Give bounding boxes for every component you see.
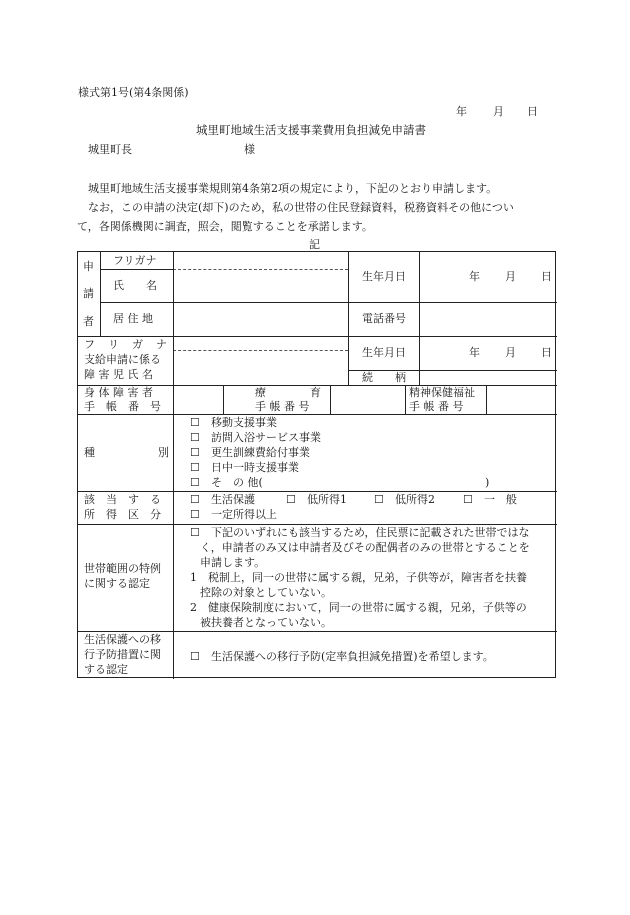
body-paragraph-2a: なお，この申請の決定(却下)のため，私の世帯の住民登録資料，税務資料その他につい xyxy=(88,201,514,214)
type-option-mobility[interactable]: ☐ 移動支援事業 xyxy=(190,416,277,429)
checkbox-icon: ☐ xyxy=(190,526,200,539)
form-number: 様式第1号(第4条関係) xyxy=(78,86,189,99)
physical-handbook-label-2: 手 帳 番 号 xyxy=(84,400,161,413)
ryoiku-handbook-label-1: 療 育 xyxy=(255,386,321,399)
household-line-4: 1 税制上，同一の世帯に属する親，兄弟，子供等が，障害者を扶養 xyxy=(190,571,527,584)
date-month: 月 xyxy=(493,105,504,118)
income-option-low1[interactable]: ☐ 低所得1 xyxy=(286,493,347,506)
child-furigana-label: フ リ ガ ナ xyxy=(84,338,168,351)
mental-handbook-label-1: 精神保健福祉 xyxy=(409,386,475,399)
type-label-b: 別 xyxy=(158,446,169,459)
applicant-birth-month: 月 xyxy=(505,270,516,283)
checkbox-icon: ☐ xyxy=(190,650,200,663)
checkbox-icon: ☐ xyxy=(190,446,200,459)
applicant-group-char-1: 申 xyxy=(83,260,94,273)
applicant-group-char-3: 者 xyxy=(83,315,94,328)
transition-checkbox[interactable]: ☐ 生活保護への移行予防(定率負担減免措置)を希望します。 xyxy=(190,650,494,663)
document-title: 城里町地域生活支援事業費用負担減免申請書 xyxy=(196,123,426,137)
income-label-2: 所 得 区 分 xyxy=(84,508,161,521)
checkbox-icon: ☐ xyxy=(190,461,200,474)
child-label-2: 障 害 児 氏 名 xyxy=(84,368,153,381)
applicant-furigana-label: フリガナ xyxy=(113,254,157,267)
body-paragraph-2b: て，各関係機関に調査，照会，閲覧することを承諾します。 xyxy=(77,220,373,233)
applicant-group-char-2: 請 xyxy=(83,287,94,300)
transition-label-1: 生活保護への移 xyxy=(84,633,161,646)
physical-handbook-label-1: 身 体 障 害 者 xyxy=(84,386,153,399)
checkbox-icon: ☐ xyxy=(190,431,200,444)
income-label-1: 該 当 す る xyxy=(84,493,161,506)
child-label-1: 支給申請に係る xyxy=(84,353,161,366)
application-form-table xyxy=(77,251,556,678)
mental-handbook-label-2: 手 帳 番 号 xyxy=(409,400,464,413)
household-line-7: 被扶養者となっていない。 xyxy=(200,616,332,629)
addressee-honorific: 様 xyxy=(244,143,255,156)
applicant-birth-year: 年 xyxy=(469,270,480,283)
ryoiku-handbook-label-2: 手 帳 番 号 xyxy=(255,400,310,413)
income-option-general[interactable]: ☐ 一 般 xyxy=(463,493,517,506)
applicant-phone-label: 電話番号 xyxy=(362,312,406,325)
income-option-low2[interactable]: ☐ 低所得2 xyxy=(374,493,435,506)
addressee-name: 城里町長 xyxy=(88,143,132,156)
child-birth-year: 年 xyxy=(469,346,480,359)
income-option-high[interactable]: ☐ 一定所得以上 xyxy=(190,508,277,521)
household-line-5: 控除の対象としていない。 xyxy=(200,586,332,599)
child-birth-label: 生年月日 xyxy=(362,346,406,359)
household-line-2: く，申請者のみ又は申請者及びその配偶者のみの世帯とすることを xyxy=(200,541,530,554)
applicant-address-label: 居 住 地 xyxy=(113,312,153,325)
applicant-birth-day: 日 xyxy=(541,270,552,283)
household-line-6: 2 健康保険制度において，同一の世帯に属する親，兄弟，子供等の xyxy=(190,601,527,614)
checkbox-icon: ☐ xyxy=(190,476,200,489)
checkbox-icon: ☐ xyxy=(190,508,200,521)
transition-label-3: する認定 xyxy=(84,663,128,676)
checkbox-icon: ☐ xyxy=(190,493,200,506)
household-label-1: 世帯範囲の特例 xyxy=(84,562,161,575)
body-paragraph-1: 城里町地域生活支援事業規則第4条第2項の規定により，下記のとおり申請します。 xyxy=(88,182,498,195)
child-birth-month: 月 xyxy=(505,346,516,359)
applicant-birth-label: 生年月日 xyxy=(362,270,406,283)
child-birth-day: 日 xyxy=(541,346,552,359)
checkbox-icon: ☐ xyxy=(190,416,200,429)
income-option-welfare[interactable]: ☐ 生活保護 xyxy=(190,493,255,506)
type-other-close-paren: ) xyxy=(485,476,490,489)
date-day: 日 xyxy=(527,105,538,118)
applicant-name-label: 氏 名 xyxy=(113,279,157,292)
household-checkbox[interactable]: ☐ 下記のいずれにも該当するため，住民票に記載された世帯ではな xyxy=(190,526,530,539)
date-year: 年 xyxy=(456,105,467,118)
checkbox-icon: ☐ xyxy=(463,493,473,506)
checkbox-icon: ☐ xyxy=(374,493,384,506)
household-line-3: 申請します。 xyxy=(200,556,266,569)
ki-heading: 記 xyxy=(309,238,320,251)
type-option-daytime[interactable]: ☐ 日中一時支援事業 xyxy=(190,461,299,474)
type-option-other[interactable]: ☐ そ の 他( xyxy=(190,476,263,489)
type-option-training[interactable]: ☐ 更生訓練費給付事業 xyxy=(190,446,310,459)
checkbox-icon: ☐ xyxy=(286,493,296,506)
child-relation-label: 続 柄 xyxy=(362,371,406,384)
type-option-bathing[interactable]: ☐ 訪問入浴サービス事業 xyxy=(190,431,321,444)
transition-label-2: 行予防措置に関 xyxy=(84,648,161,661)
type-label-a: 種 xyxy=(84,446,95,459)
household-label-2: に関する認定 xyxy=(84,577,150,590)
